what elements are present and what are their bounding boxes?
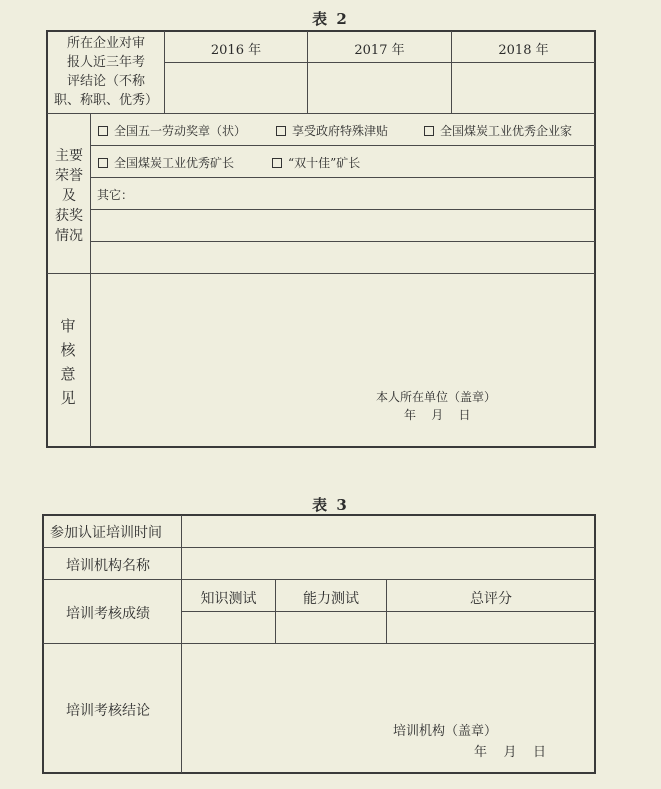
honors-label-line-4: 获奖 xyxy=(55,208,83,224)
year-2016-header: 2016 年 xyxy=(210,43,262,58)
review-label-line-1: 审 xyxy=(60,317,76,335)
honor-option-top-ten-director[interactable] xyxy=(272,154,360,171)
honor-other-field[interactable] xyxy=(135,180,593,208)
honor-option-excellent-entrepreneur[interactable] xyxy=(424,122,572,139)
table2-title: 表 2 xyxy=(312,10,349,28)
review-opinion-field[interactable] xyxy=(92,276,594,376)
honor-option-top-ten-director-label: “双十佳”矿长 xyxy=(288,156,361,170)
honors-label xyxy=(48,146,90,246)
honor-option-excellent-mine-director[interactable] xyxy=(98,154,234,171)
eval-label-line-2: 报人近三年考 xyxy=(66,55,145,70)
honor-other-label: 其它： xyxy=(97,188,134,202)
eval-label-line-4: 职、称职、优秀） xyxy=(53,93,158,108)
training-conclusion-field[interactable] xyxy=(183,646,594,706)
training-org-field[interactable] xyxy=(183,549,594,578)
table2-date-text: 年 月 日 xyxy=(404,408,471,422)
table3-score-divider xyxy=(181,611,595,612)
total-score-header: 总评分 xyxy=(470,591,512,607)
checkbox-government-allowance[interactable] xyxy=(276,126,286,136)
eval-label-line-3: 评结论（不称 xyxy=(66,74,145,89)
table2-honors-line-3 xyxy=(90,209,595,210)
ability-test-score-field[interactable] xyxy=(277,613,385,642)
table3-row-divider-3 xyxy=(43,643,595,644)
eval-2017-value[interactable] xyxy=(308,63,451,113)
checkbox-top-ten-director[interactable] xyxy=(272,158,282,168)
table3-title: 表 3 xyxy=(312,496,349,514)
eval-label xyxy=(48,34,164,110)
training-time-label: 参加认证培训时间 xyxy=(50,525,162,541)
table2-honors-line-2 xyxy=(90,177,595,178)
table3-label-col-divider xyxy=(181,515,182,773)
checkbox-excellent-mine-director[interactable] xyxy=(98,158,108,168)
total-score-field[interactable] xyxy=(388,613,594,642)
eval-2016-value[interactable] xyxy=(165,63,307,113)
table2-honors-line-1 xyxy=(90,145,595,146)
table2-row-divider-eval xyxy=(47,113,595,114)
table3-row-divider-1 xyxy=(43,547,595,548)
table3-seal-text: 培训机构（盖章） xyxy=(393,724,498,739)
table2-label-col-divider xyxy=(90,113,91,447)
table3-row-divider-2 xyxy=(43,579,595,580)
knowledge-test-score-field[interactable] xyxy=(183,613,274,642)
honor-option-labor-medal-label: 全国五一劳动奖章（状） xyxy=(114,124,247,138)
checkbox-excellent-entrepreneur[interactable] xyxy=(424,126,434,136)
eval-label-line-1: 所在企业对审 xyxy=(66,36,145,51)
ability-test-header: 能力测试 xyxy=(303,591,359,607)
table2-seal-text: 本人所在单位（盖章） xyxy=(376,390,497,404)
eval-2018-value[interactable] xyxy=(452,63,595,113)
review-label-line-2: 核 xyxy=(60,341,76,359)
honor-option-excellent-entrepreneur-label: 全国煤炭工业优秀企业家 xyxy=(440,124,573,138)
year-2017-header: 2017 年 xyxy=(354,43,405,58)
training-score-label: 培训考核成绩 xyxy=(66,606,150,622)
table2-row-divider-review xyxy=(47,273,595,274)
honors-label-line-1: 主要 xyxy=(55,148,83,164)
honors-label-line-3: 及 xyxy=(62,188,76,204)
honor-option-labor-medal[interactable] xyxy=(98,122,246,139)
table2-honors-line-4 xyxy=(90,241,595,242)
review-label-line-4: 见 xyxy=(60,389,76,407)
honor-option-government-allowance[interactable] xyxy=(276,122,388,139)
review-label-line-3: 意 xyxy=(60,365,76,383)
honor-option-government-allowance-label: 享受政府特殊津贴 xyxy=(292,124,389,138)
review-label xyxy=(58,314,78,410)
training-org-label: 培训机构名称 xyxy=(66,558,150,574)
honors-label-line-5: 情况 xyxy=(55,228,83,244)
honors-label-line-2: 荣誉 xyxy=(55,168,83,184)
checkbox-labor-medal[interactable] xyxy=(98,126,108,136)
honor-option-excellent-mine-director-label: 全国煤炭工业优秀矿长 xyxy=(114,156,235,170)
table3-date-text: 年 月 日 xyxy=(474,745,547,760)
year-2018-header: 2018 年 xyxy=(498,43,549,58)
knowledge-test-header: 知识测试 xyxy=(200,591,257,607)
training-time-field[interactable] xyxy=(183,516,594,546)
training-conclusion-label: 培训考核结论 xyxy=(66,703,150,719)
